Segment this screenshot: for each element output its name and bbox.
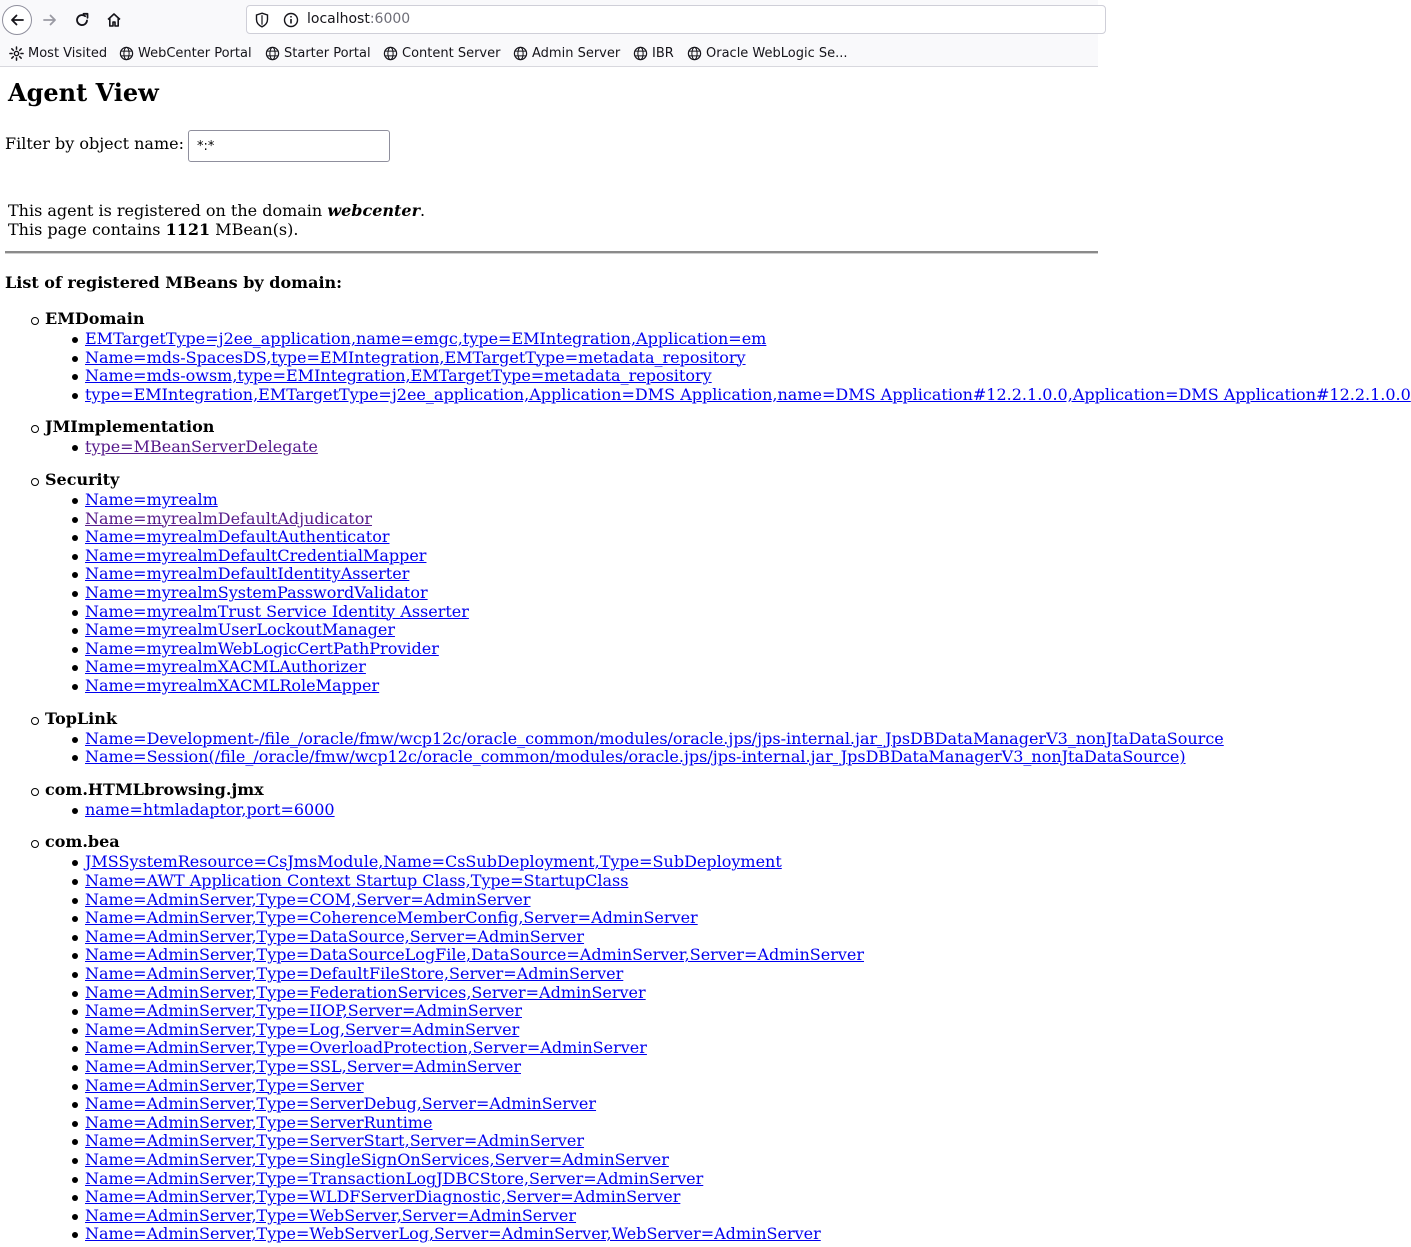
bullet-icon <box>72 991 78 997</box>
bullet-icon <box>72 393 78 399</box>
mbean-count: 1121 <box>165 220 211 239</box>
mbean-list-item <box>0 1058 1098 1077</box>
bullet-icon <box>72 1084 78 1090</box>
bookmarks-toolbar <box>0 40 1098 67</box>
mbean-list-item <box>0 984 1098 1003</box>
bullet-icon <box>72 535 78 541</box>
globe-icon <box>119 46 134 61</box>
globe-icon <box>265 46 280 61</box>
mbean-link[interactable]: Name=AdminServer,Type=WebServer,Server=AdminServer <box>85 1205 577 1225</box>
mbean-list-item <box>0 1207 1098 1226</box>
mbean-link[interactable]: Name=myrealmDefaultCredentialMapper <box>85 545 427 565</box>
mbean-list-item <box>0 965 1098 984</box>
bookmark-label: Content Server <box>402 45 501 61</box>
mbean-list-item <box>0 1151 1098 1170</box>
mbean-list-item <box>0 928 1098 947</box>
mbean-link[interactable]: type=MBeanServerDelegate <box>85 437 318 457</box>
domain-bullet-icon <box>31 788 39 796</box>
mbean-list-item <box>0 909 1098 928</box>
mbean-list-item <box>0 528 1098 547</box>
bullet-icon <box>72 972 78 978</box>
domain-bullet-icon <box>31 478 39 486</box>
mbean-link[interactable]: Name=mds-owsm,type=EMIntegration,EMTargetType=metadata_repository <box>85 366 712 386</box>
bookmark-label: WebCenter Portal <box>138 45 252 61</box>
mbean-list-item <box>0 658 1098 677</box>
bullet-icon <box>72 337 78 343</box>
mbean-link[interactable]: Name=AdminServer,Type=Server <box>85 1075 364 1095</box>
mbean-link[interactable]: Name=AdminServer,Type=OverloadProtection,Server=AdminServer <box>85 1038 647 1058</box>
url-host: localhost <box>307 11 370 27</box>
bullet-icon <box>72 445 78 451</box>
bullet-icon <box>72 860 78 866</box>
horizontal-rule <box>5 251 1098 254</box>
page-content <box>0 68 1411 1247</box>
mbean-link[interactable]: Name=AdminServer,Type=SSL,Server=AdminServer <box>85 1057 521 1076</box>
reload-button[interactable] <box>67 5 97 35</box>
mbean-list-item <box>0 1114 1098 1133</box>
bullet-icon <box>72 1177 78 1183</box>
mbean-count-line <box>8 220 425 239</box>
bullet-icon <box>72 1121 78 1127</box>
bullet-icon <box>72 647 78 653</box>
globe-icon <box>513 46 528 61</box>
domain-name: com.bea <box>45 832 120 852</box>
mbean-list-item <box>0 1021 1098 1040</box>
forward-button[interactable] <box>35 5 65 35</box>
bullet-icon <box>72 879 78 885</box>
mbean-link[interactable]: Name=AdminServer,Type=CoherenceMemberConfig,Server=AdminServer <box>85 908 698 928</box>
bookmark-label: Oracle WebLogic Se... <box>706 45 848 61</box>
mbean-list-item <box>0 747 1186 767</box>
bullet-icon <box>72 1232 78 1238</box>
mbean-link[interactable]: Name=myrealmUserLockoutManager <box>85 620 395 640</box>
bookmark-starter-portal[interactable] <box>265 44 371 62</box>
mbean-link[interactable]: Name=myrealmWebLogicCertPathProvider <box>85 638 439 658</box>
mbean-list-item <box>0 1039 1098 1058</box>
mbean-list-item <box>0 330 1098 349</box>
mbean-list-item <box>0 853 1098 872</box>
mbean-list-item <box>0 801 1098 820</box>
mbean-link[interactable]: Name=myrealmDefaultAuthenticator <box>85 527 390 547</box>
bullet-icon <box>72 916 78 922</box>
bullet-icon <box>72 1065 78 1071</box>
mbean-link[interactable]: Name=myrealmDefaultAdjudicator <box>85 508 372 528</box>
mbean-list-item <box>0 621 1098 640</box>
bullet-icon <box>72 374 78 380</box>
mbean-link[interactable]: Name=Session(/file_/oracle/fmw/wcp12c/oracle_common/modules/oracle.jps/jps-internal.jar_JpsDBDataManagerV3_nonJtaDataSource) <box>85 747 1186 767</box>
bullet-icon <box>72 755 78 761</box>
domain-name: EMDomain <box>45 309 145 328</box>
mbean-link[interactable]: Name=AdminServer,Type=ServerStart,Server=AdminServer <box>85 1131 584 1151</box>
url-text <box>307 11 410 27</box>
address-bar[interactable] <box>246 5 1106 34</box>
mbean-link[interactable]: Name=AdminServer,Type=ServerDebug,Server=AdminServer <box>85 1094 597 1114</box>
reload-icon <box>74 12 90 28</box>
bullet-icon <box>72 517 78 523</box>
mbean-list-item <box>0 603 1098 622</box>
domain-name: com.HTMLbrowsing.jmx <box>45 779 264 799</box>
bullet-icon <box>72 1102 78 1108</box>
mbean-link[interactable]: Name=myrealm <box>85 490 218 509</box>
bullet-icon <box>72 1139 78 1145</box>
gear-icon <box>9 46 24 61</box>
mbean-link[interactable]: Name=myrealmXACMLRoleMapper <box>85 676 380 695</box>
mbean-link[interactable]: Name=AdminServer,Type=Log,Server=AdminServer <box>85 1019 520 1039</box>
bookmark-label: Starter Portal <box>284 45 371 61</box>
count-suffix: MBean(s). <box>210 220 299 239</box>
bookmark-admin-server[interactable] <box>513 44 620 62</box>
mbean-link[interactable]: Name=mds-SpacesDS,type=EMIntegration,EMTargetType=metadata_repository <box>85 347 746 367</box>
bullet-icon <box>72 572 78 578</box>
mbean-list-item <box>0 872 1098 891</box>
shield-icon[interactable] <box>255 12 269 28</box>
mbean-list-item <box>0 1225 1098 1244</box>
mbean-link[interactable]: type=EMIntegration,EMTargetType=j2ee_application,Application=DMS Application,name=DMS Application#12.2.1.0.0,Application=DMS Application#12.2.1.0.0 <box>85 384 1411 404</box>
mbean-list-item <box>0 640 1098 659</box>
mbean-list-item <box>0 677 1098 696</box>
mbean-list-item <box>0 367 1098 386</box>
mbean-list-item <box>0 1170 1098 1189</box>
mbean-list-item <box>0 891 1098 910</box>
bullet-icon <box>72 898 78 904</box>
mbean-list-item <box>0 1002 1098 1021</box>
bullet-icon <box>72 610 78 616</box>
bullet-icon <box>72 1214 78 1220</box>
mbean-link[interactable]: Name=AdminServer,Type=WLDFServerDiagnostic,Server=AdminServer <box>85 1187 681 1207</box>
bullet-icon <box>72 591 78 597</box>
mbean-list-item <box>0 547 1098 566</box>
registered-domain: webcenter <box>327 201 421 220</box>
mbean-list-item <box>0 565 1098 584</box>
count-prefix: This page contains <box>8 220 166 239</box>
bullet-icon <box>72 498 78 504</box>
domain-bullet-icon <box>31 840 39 848</box>
mbean-list-item <box>0 349 1098 368</box>
bookmark-label: Most Visited <box>28 45 108 61</box>
arrow-left-icon <box>9 12 25 28</box>
domain-name: Security <box>45 470 120 489</box>
mbean-link[interactable]: Name=AdminServer,Type=DataSourceLogFile,DataSource=AdminServer,Server=AdminServer <box>85 945 865 965</box>
mbean-link[interactable]: Name=AdminServer,Type=SingleSignOnServices,Server=AdminServer <box>85 1150 669 1169</box>
filter-input[interactable] <box>188 130 390 162</box>
bullet-icon <box>72 953 78 959</box>
bullet-icon <box>72 935 78 941</box>
bookmark-most-visited[interactable] <box>9 44 107 62</box>
mbean-link[interactable]: Name=Development-/file_/oracle/fmw/wcp12c/oracle_common/modules/oracle.jps/jps-internal.jar_JpsDBDataManagerV3_nonJtaDataSource <box>85 728 1224 748</box>
mbean-list-item <box>0 491 1098 510</box>
registered-prefix: This agent is registered on the domain <box>8 201 328 220</box>
mbean-link[interactable]: JMSSystemResource=CsJmsModule,Name=CsSubDeployment,Type=SubDeployment <box>85 852 782 872</box>
mbean-list-item <box>0 1188 1098 1207</box>
mbean-list-item <box>0 1077 1098 1096</box>
mbean-link[interactable]: Name=myrealmXACMLAuthorizer <box>85 657 366 677</box>
bullet-icon <box>72 554 78 560</box>
browser-toolbar <box>0 0 1098 40</box>
globe-icon <box>687 46 702 61</box>
mbean-link[interactable]: Name=AdminServer,Type=FederationServices,Server=AdminServer <box>85 982 646 1002</box>
bullet-icon <box>72 356 78 362</box>
home-icon <box>106 12 122 28</box>
mbean-link[interactable]: Name=AdminServer,Type=WebServerLog,Server=AdminServer,WebServer=AdminServer <box>85 1224 821 1244</box>
mbean-list-item <box>0 584 1098 603</box>
bookmark-oracle-weblogic[interactable] <box>687 44 848 62</box>
mbean-list-item <box>0 728 1224 749</box>
mbean-link[interactable]: Name=AdminServer,Type=IIOP,Server=AdminServer <box>85 1001 522 1021</box>
mbean-link[interactable]: Name=myrealmSystemPasswordValidator <box>85 583 428 602</box>
mbean-list-item <box>0 384 1411 405</box>
domain-bullet-icon <box>31 717 39 725</box>
bullet-icon <box>72 1195 78 1201</box>
bullet-icon <box>72 808 78 814</box>
mbean-link[interactable]: Name=AdminServer,Type=ServerRuntime <box>85 1112 433 1132</box>
list-heading: List of registered MBeans by domain: <box>5 273 343 292</box>
mbean-link[interactable]: Name=AdminServer,Type=DefaultFileStore,Server=AdminServer <box>85 964 624 983</box>
arrow-right-icon <box>42 12 58 28</box>
bookmark-ibr[interactable] <box>633 44 674 62</box>
bullet-icon <box>72 684 78 690</box>
mbean-list-item <box>0 1132 1098 1151</box>
mbean-list-item <box>0 438 1098 457</box>
bullet-icon <box>72 665 78 671</box>
info-icon[interactable] <box>283 12 299 28</box>
mbean-list-item <box>0 1095 1098 1114</box>
url-port: :6000 <box>369 11 411 27</box>
bullet-icon <box>72 628 78 634</box>
registered-domain-line <box>8 201 425 220</box>
mbean-link[interactable]: Name=myrealmDefaultIdentityAsserter <box>85 564 410 584</box>
page-title: Agent View <box>8 78 159 107</box>
bullet-icon <box>72 1009 78 1015</box>
mbean-link[interactable]: Name=AdminServer,Type=TransactionLogJDBCStore,Server=AdminServer <box>85 1168 704 1188</box>
mbean-link[interactable]: Name=AdminServer,Type=DataSource,Server=AdminServer <box>85 926 585 946</box>
bullet-icon <box>72 737 78 743</box>
mbean-link[interactable]: name=htmladaptor,port=6000 <box>85 799 335 819</box>
domain-bullet-icon <box>31 425 39 433</box>
home-button[interactable] <box>99 5 129 35</box>
bookmark-content-server[interactable] <box>383 44 500 62</box>
mbean-link[interactable]: Name=myrealmTrust Service Identity Asserter <box>85 601 469 621</box>
mbean-list-item <box>0 946 1098 965</box>
domain-name: JMImplementation <box>45 417 215 437</box>
agent-info <box>8 201 425 239</box>
back-button[interactable] <box>2 5 32 35</box>
bookmark-label: IBR <box>652 45 674 61</box>
domain-bullet-icon <box>31 317 39 325</box>
domain-name: TopLink <box>45 708 117 728</box>
bookmark-webcenter-portal[interactable] <box>119 44 252 62</box>
globe-icon <box>383 46 398 61</box>
mbean-list-item <box>0 510 1098 529</box>
bullet-icon <box>72 1046 78 1052</box>
bullet-icon <box>72 1158 78 1164</box>
bullet-icon <box>72 1028 78 1034</box>
mbean-link[interactable]: Name=AWT Application Context Startup Class,Type=StartupClass <box>85 871 629 890</box>
mbean-link[interactable]: EMTargetType=j2ee_application,name=emgc,type=EMIntegration,Application=em <box>85 329 767 348</box>
filter-label: Filter by object name: <box>5 134 184 153</box>
mbean-link[interactable]: Name=AdminServer,Type=COM,Server=AdminServer <box>85 889 531 909</box>
globe-icon <box>633 46 648 61</box>
bookmark-label: Admin Server <box>532 45 621 61</box>
registered-suffix: . <box>420 201 426 220</box>
